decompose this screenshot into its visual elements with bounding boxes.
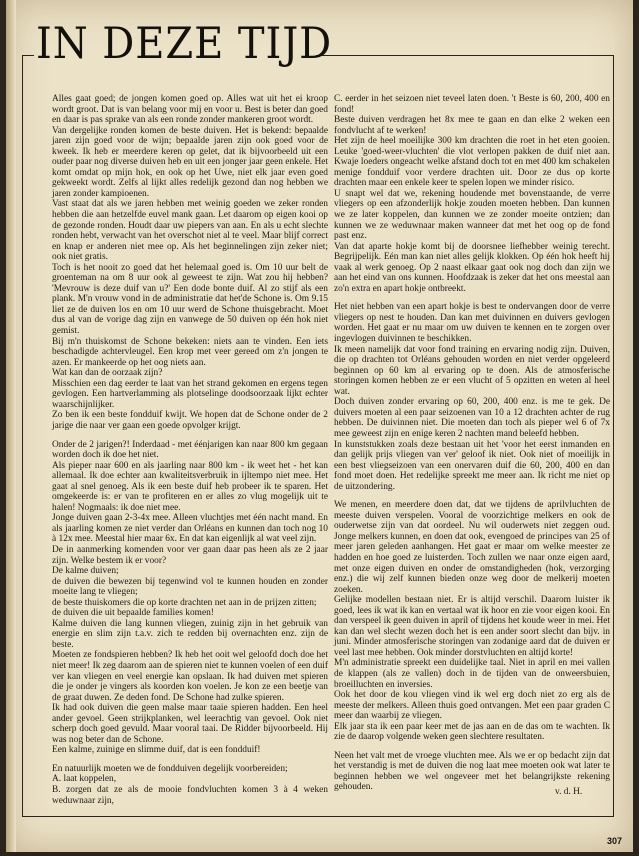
left-paragraph-3: En natuurlijk moeten we de fondduiven degelijk voorbereiden; A. laat koppelen, B. zorgen dat ze als de mooie fondvluchten komen 3 à 4 weken weduwnaar zijn, [52,763,328,806]
right-paragraph-4: Neen het valt met de vroege vluchten mee. Als we er op bedacht zijn dat het verstandig is met de duiven die nog laat mee moeten ook wat later te beginnen hebben we wel ongeveer met het belangrijkste rekening gehouden. [334,750,610,793]
frame-top-rule-left [22,55,34,56]
left-paragraph-1: Alles gaat goed; de jongen komen goed op. Alles wat uit het ei kroop wordt groot. Dat is van belang voor mij en voor u. Best is beter dan goed en daar is pas sprake van als een ronde zonder mankeren groot wordt. Van dergelijke ronden komen de beste duiven. Het is bekend: bepaalde jaren zijn goed voor de wijn; bepaalde jaren zijn ook goed voor de kweek. Ik heb er meerdere keren op gelet, dat ik bijvoorbeeld uit een ouder paar nog diverse duiven heb en uit een jonger jaar geen enkele. Het komt omdat op mijn hok, en ook op het Uwe, niet elk jaar even goed gekweekt wordt. Zelfs al lijkt alles redelijk gezond dan nog hebben we jaren zonder kampioenen. Vast staat dat als we jaren hebben met weinig goeden we zeker ronden hebben die aan hetzelfde euvel mank gaan. Let daarom op eigen kooi op de gezonde ronden. Houdt daar uw piepers van aan. En als u echt slechte ronden hebt, verwacht van het overschot niet al te veel. Maar blijf correct en knap er anderen niet mee op. Als het beginnelingen zijn zeker niet; ook niet gratis. Toch is het nooit zo goed dat het helemaal goed is. Om 10 uur belt de groenteman na om 8 uur ook al geweest te zijn. Wat zou hij hebben? 'Mevrouw is deze duif van u?' Een dode bonte duif. Al zo stijf als een plank. M'n vrouw vond in de administratie dat het'de Schone is. Om 9.15 liet ze de duiven los en om 10 uur werd de Schone thuisgebracht. Moet dus al van de vorige dag zijn en vanwege de 50 duiven op één hok niet gemist. Bij m'n thuiskomst de Schone bekeken: niets aan te vinden. Een iets beschadigde achtervleugel. Een krop met veer gereed om z'n jongen te azen. Er mankeerde op het oog niets aan. Wat kan dan de oorzaak zijn? Misschien een dag eerder te laat van het strand gekomen en ergens tegen gevlogen. Een hartverlamming als plotselinge doodsoorzaak lijkt echter waarschijnlijker. Zo ben ik een beste fondduif kwijt. We hopen dat de Schone onder de 2 jarige die naar ver gaan een goede opvolger krijgt. [52,94,328,431]
right-paragraph-3: We menen, en meerdere doen dat, dat we tijdens de aprilvluchten de meeste duiven verspelen. Vooral de voorzichtige melkers en ook de ouderwetse zijn van dat oordeel. Nu wil ouderwets niet zeggen oud. Jonge melkers kunnen, en doen dat ook, evengoed de principes van 25 of meer jaren geleden aanhangen. Het gaat er maar om welke meester ze hadden en hoe goed ze luisterden. Toch zullen we naar onze eigen aard, met onze eigen duiven en onder de omstandigheden (hok, verzorging enz.) die wij zelf kunnen bieden onze weg door de melkerij moeten zoeken. Gelijke modellen bestaan niet. Er is altijd verschil. Daarom luister ik goed, lees ik wat ik kan en vertaal wat ik hoor en zie voor eigen kooi. En dan verspeel ik geen duiven in april of tijdens het koude weer in mei. Het kan dan wel slecht wezen doch het is een ander soort slecht dan bijv. in juni. Minder atmosferische storingen van zodanige aard dat de duiven er veel last mee hebben. Ook minder dorstvluchten en altijd korte! M'n administratie spreekt een duidelijke taal. Niet in april en mei vallen de klappen (als ze vallen) doch in de tijden van de onweersbuien, broeilluchten en inversies. Ook het door de kou vliegen vind ik wel erg doch niet zo erg als de meeste der melkers. Alleen thuis goed ontvangen. Met een paar graden C meer dan waarbij ze vliegen. Elk jaar sta ik een paar keer met de jas aan en de das om te wachten. Ik zie de daarop volgende weken geen slechtere resultaten. [334,500,610,743]
right-paragraph-1: C. eerder in het seizoen niet teveel laten doen. 't Beste is 60, 200, 400 en fond! Beste duiven verdragen het 8x mee te gaan en dan elke 2 weken een fondvlucht af te werken! Het zijn de heel moeilijke 300 km drachten die roet in het eten gooien. Leuke 'goed-weer-vluchten' die vlot verlopen pakken de duif niet aan. Kwaje loeders ongeacht welke afstand doch tot en met 400 km schakelen menige fondduif voor verdere drachten uit. Door ze dus op korte drachten maar een enkele keer te spelen lopen we minder risico. U snapt wel dat we, rekening houdende met bovenstaande, de verre vliegers op een afzonderlijk hokje zouden moeten hebben. Dan kunnen we ze later koppelen, dan kunnen we ze zonder moeite ontzien; dan kunnen we ze weduwnaar maken wanneer dat met het oog op de fond past enz. Van dat aparte hokje komt bij de doorsnee liefhebber weinig terecht. Begrijpelijk. Eén man kan niet alles gelijk klokken. Op één hok heeft hij vaak al werk genoeg. Op 2 naast elkaar gaat ook nog doch dan zijn we aan het eind van ons kunnen. Hoofdzaak is zeker dat het ons meestal aan zo'n extra en apart hokje ontbreekt. [334,94,610,294]
frame-top-rule-right [316,55,614,56]
page-binding-shadow [6,0,16,852]
author-signature: v. d. H. [555,787,583,797]
left-paragraph-2: Onder de 2 jarigen?! Inderdaad - met éénjarigen kan naar 800 km gegaan worden doch ik doe het niet. Als pieper naar 600 en als jaarling naar 800 km - ik weet het - het kan allemaal. Ik doe echter aan kwaliteitsverbruik in ijltempo niet mee. Het gaat al snel genoeg. Als ik een beste duif heb probeer ik te sparen. Het omgekeerde is: er van te profiteren en er alles zo vlug mogelijk uit te halen! Nogmaals: ik doe niet mee. Jonge duiven gaan 2-3-4x mee. Alleen vluchtjes met één nacht mand. En als jaarling komen ze niet verder dan Orléans en kunnen dan toch nog 10 à 12x mee. Meestal hier maar 6x. En dat kan eigenlijk al wat veel zijn. De in aanmerking komenden voor ver gaan daar pas heen als ze 2 jaar zijn. Welke bestem ik er voor? De kalme duiven; de duiven die bewezen bij tegenwind vol te kunnen houden en zonder moeite lang te vliegen; de beste thuiskomers die op korte drachten net aan in de prijzen zitten; de duiven die uit bepaalde families komen! Kalme duiven die lang kunnen vliegen, zuinig zijn in het gebruik van energie en slim zijn t.a.v. zich te redden bij overnachten enz. zijn de beste. Moeten ze fondspieren hebben? Ik heb het ooit wel geloofd doch doe het niet meer! Ik zeg daarom aan de spieren niet te kunnen voelen of een duif ver kan vliegen en veel energie kan opslaan. Ik had duiven met spieren die je onder je vingers als koorden kon voelen. Je kon ze een beetje van de graat duwen. Ze deden fond. De Schone had zulke spieren. Ik had ook duiven die geen malse maar taaie spieren hadden. Een heel ander gevoel. Geen strijkplanken, wel leerachtig van gevoel. Ook niet scherp doch goed gevuld. Maar vooral taai. De Ridder bijvoorbeeld. Hij was nog beter dan de Schone. Een kalme, zuinige en slimme duif, dat is een fondduif! [52,439,328,756]
right-paragraph-2: Het niet hebben van een apart hokje is best te ondervangen door de verre vliegers op nest te houden. Dan kan met duivinnen en duivers gevlogen worden. Het gaat er nu maar om uw duiven te kennen en te zorgen over ingevlogen duivinnen te beschikken. Ik meen namelijk dat voor fond training en ervaring nodig zijn. Duiven, die op drachten tot Orléans gehouden worden en niet verder opgeleerd beginnen op 60 km al ervaring op te doen. Als de atmosferische storingen komen hebben ze er een vlucht of 5 opzitten en weten al heel wat. Doch duiven zonder ervaring op 60, 200, 400 enz. is me te gek. De duivers moeten al een paar seizoenen van 10 a 12 drachten achter de rug hebben. De duivinnen niet. Die moeten dan toch als pieper wel 6 of 7x mee geweest zijn en enige keren 2 nachten mand beleefd hebben. In kunststukken zoals deze bestaan uit het 'voor het eerst inmanden en dan gelijk prijs vliegen van ver' geloof ik niet. Ook niet of moeilijk in een best vliegseizoen van een onervaren duif die 60, 200, 400 en dan fond moet doen. Het redelijke spreekt me meer aan. Ik richt me niet op de uitzondering. [334,302,610,492]
right-column [334,94,610,799]
left-column [52,94,328,806]
page-number: 307 [607,836,623,846]
article-title: IN DEZE TIJD [36,19,333,69]
